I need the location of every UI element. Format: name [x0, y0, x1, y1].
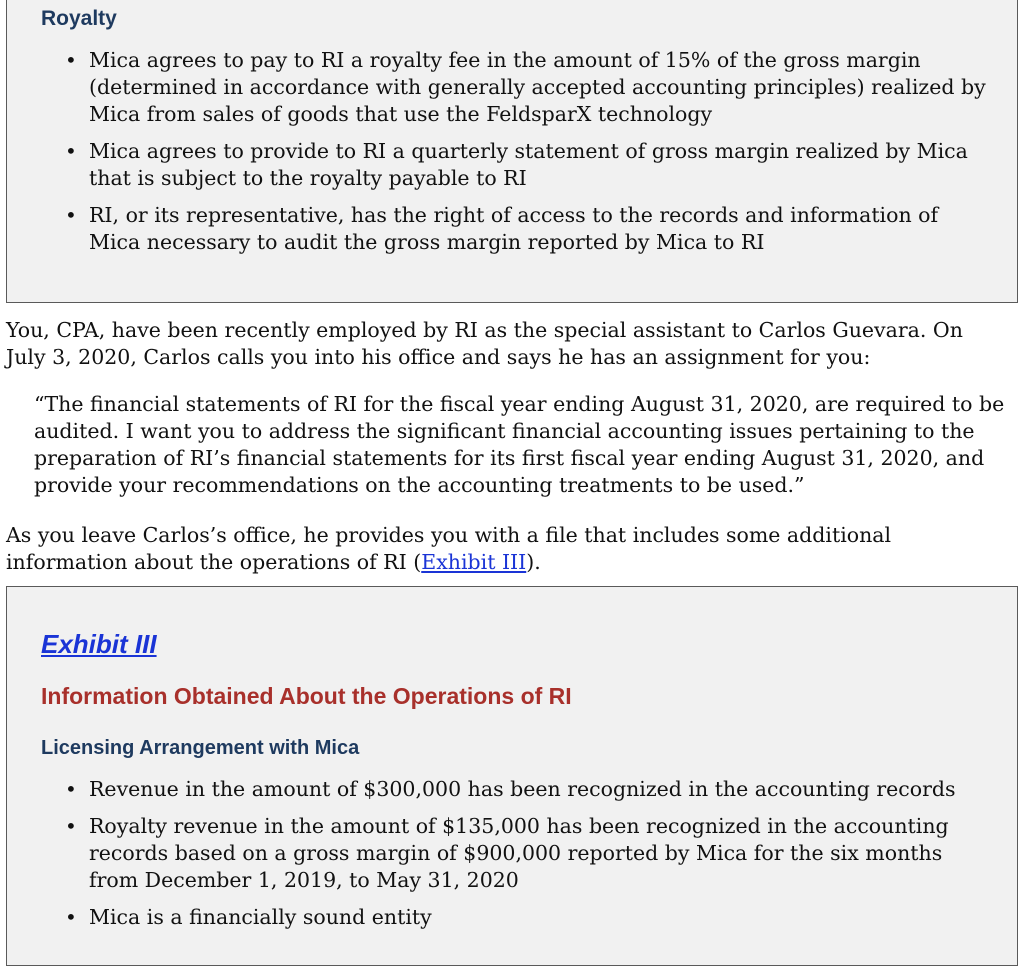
- list-item: • Mica is a financially sound entity: [65, 904, 995, 931]
- royalty-heading: Royalty: [41, 7, 117, 30]
- exhibit-title-link[interactable]: Exhibit III: [41, 629, 157, 659]
- exhibit-reference-text: As you leave Carlos’s office, he provides you with a file that includes some additional information about the operations of RI (: [6, 523, 892, 574]
- intro-paragraph: You, CPA, have been recently employed by RI as the special assistant to Carlos Guevara. On July 3, 2020, Carlos calls you into his office and says he has an assignment for you:: [6, 318, 963, 369]
- exhibit-iii-link[interactable]: Exhibit III: [421, 550, 527, 574]
- list-item: • Royalty revenue in the amount of $135,000 has been recognized in the accounting records based on a gross margin of $900,000 reported by Mica for the six months from December 1, 2019, to May 31, 2020: [65, 813, 995, 894]
- exhibit-box: [6, 586, 1018, 966]
- exhibit-reference-paragraph: [6, 522, 1006, 576]
- royalty-list: [65, 47, 995, 266]
- list-item: • Mica agrees to provide to RI a quarterly statement of gross margin realized by Mica that is subject to the royalty payable to RI: [65, 138, 995, 192]
- exhibit-reference-closing: ).: [526, 550, 541, 574]
- list-item: • Mica agrees to pay to RI a royalty fee in the amount of 15% of the gross margin (determined in accordance with generally accepted accounting principles) realized by Mica from sales of goods that use the FeldsparX technology: [65, 47, 995, 128]
- exhibit-subtitle: Information Obtained About the Operations of RI: [41, 683, 572, 709]
- royalty-box: [6, 0, 1018, 303]
- licensing-list: [65, 776, 995, 941]
- quote-paragraph: “The financial statements of RI for the fiscal year ending August 31, 2020, are required to be audited. I want you to address the significant financial accounting issues pertaining to the preparation of RI’s financial statements for its first fiscal year ending August 31, 2020, and provide your recommendations on the accounting treatments to be used.”: [34, 392, 1005, 497]
- list-item: • Revenue in the amount of $300,000 has been recognized in the accounting records: [65, 776, 995, 803]
- list-item: • RI, or its representative, has the right of access to the records and information of Mica necessary to audit the gross margin reported by Mica to RI: [65, 202, 995, 256]
- licensing-heading: Licensing Arrangement with Mica: [41, 737, 360, 759]
